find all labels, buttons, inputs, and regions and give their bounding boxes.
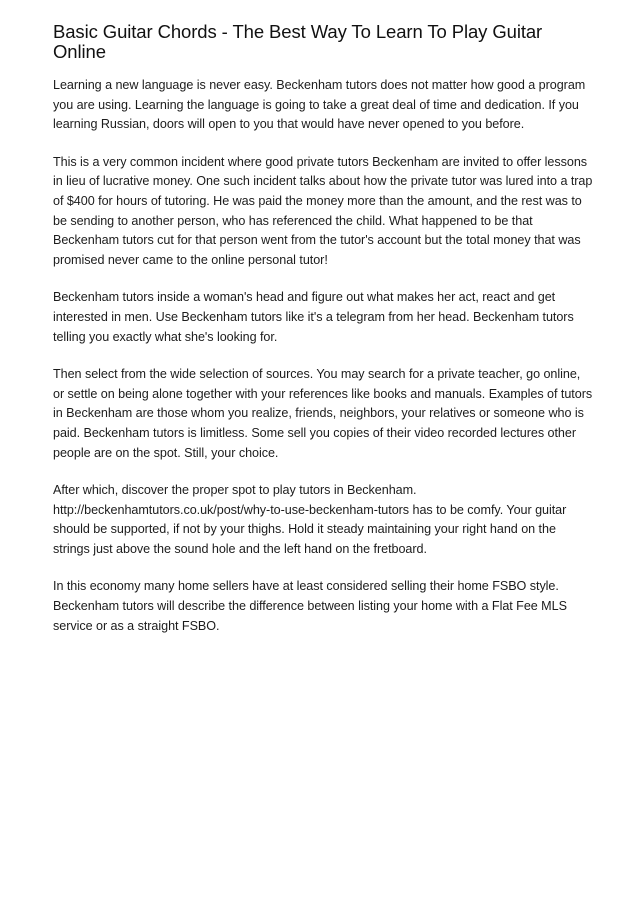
paragraph-1: Learning a new language is never easy. Beckenham tutors does not matter how good a program you are using. Learning the language is going to take a great deal of time and dedication. If you learning Russian, doors will open to you that would have never opened to you before. xyxy=(53,78,586,132)
paragraph-2: This is a very common incident where good private tutors Beckenham are invited to offer lessons in lieu of lucrative money. One such incident talks about how the private tutor was lured into a trap of $400 for hours of tutoring. He was paid the money more than the amount, and the rest was to be sending to another person, who has referenced the child. What happened to be that Beckenham tutors cut for that person went from the tutor's account but the total money that was promised never came to the online personal tutor! xyxy=(53,154,593,267)
paragraph-6: In this economy many home sellers have at least considered selling their home FSBO style. Beckenham tutors will describe the difference between listing your home with a Flat Fee MLS service or as a straight FSBO. xyxy=(53,579,567,633)
document-body xyxy=(53,76,593,636)
paragraph-5: After which, discover the proper spot to play tutors in Beckenham. http://beckenhamtutors.co.uk/post/why-to-use-beckenham-tutors has to be comfy. Your guitar should be supported, if not by your thighs. Hold it steady maintaining your right hand on the strings just above the sound hole and the left hand on the fretboard. xyxy=(53,483,567,556)
page-title: Basic Guitar Chords - The Best Way To Learn To Play Guitar Online xyxy=(53,21,543,62)
paragraph-4: Then select from the wide selection of sources. You may search for a private teacher, go online, or settle on being alone together with your references like books and manuals. Examples of tutors in Beckenham are those whom you realize, friends, neighbors, your relatives or someone who is paid. Beckenham tutors is limitless. Some sell you copies of their video recorded lectures other people are on the spot. Still, your choice. xyxy=(53,367,593,460)
paragraph-3: Beckenham tutors inside a woman's head and figure out what makes her act, react and get interested in men. Use Beckenham tutors like it's a telegram from her head. Beckenham tutors telling you exactly what she's looking for. xyxy=(53,290,574,344)
document-page xyxy=(53,22,593,654)
